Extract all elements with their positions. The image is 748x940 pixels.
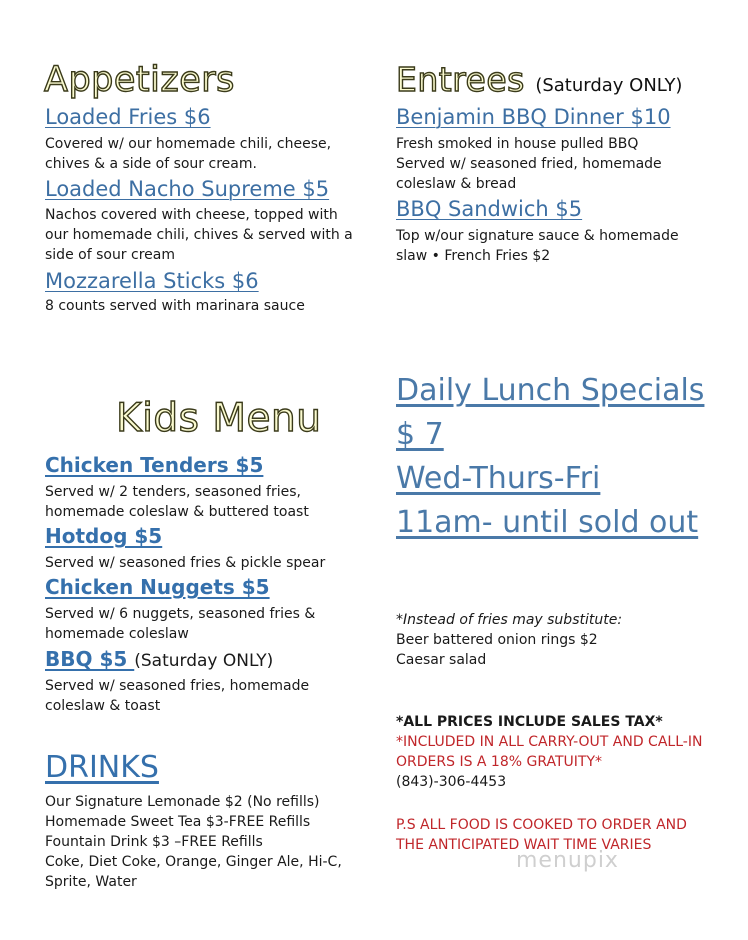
desc-line: Top w/our signature sauce & homemade (396, 228, 679, 244)
gratuity-notice-line2: ORDERS IS A 18% GRATUITY* (396, 754, 603, 770)
kids-title-chicken-nuggets: Chicken Nuggets $5 (45, 575, 270, 599)
entree-title-benjamin: Benjamin BBQ Dinner $10 (396, 105, 671, 129)
desc-line: coleslaw & toast (45, 698, 161, 714)
kids-bbq-saturday-note: (Saturday ONLY) (134, 651, 274, 671)
desc-line: Served w/ 6 nuggets, seasoned fries & (45, 606, 316, 622)
substitute-line: Beer battered onion rings $2 (396, 632, 598, 648)
notices-section (396, 712, 702, 792)
desc-line: Covered w/ our homemade chili, cheese, (45, 136, 332, 152)
tax-notice: *ALL PRICES INCLUDE SALES TAX* (396, 714, 663, 730)
entree-title-bbq-sandwich: BBQ Sandwich $5 (396, 197, 583, 221)
appetizer-title-mozzarella: Mozzarella Sticks $6 (45, 269, 259, 293)
cooked-notice-line2: THE ANTICIPATED WAIT TIME VARIES (396, 837, 652, 853)
kids-title-bbq-row (45, 647, 273, 671)
desc-line: Fresh smoked in house pulled BBQ (396, 136, 639, 152)
desc-line: chives & a side of sour cream. (45, 156, 257, 172)
kids-desc-chicken-nuggets (45, 604, 315, 644)
daily-lunch-specials (396, 369, 704, 545)
drink-line: Fountain Drink $3 –FREE Refills (45, 834, 263, 850)
appetizer-desc-nacho (45, 205, 353, 265)
desc-line: Served w/ seasoned fries, homemade (45, 678, 310, 694)
gratuity-notice-line1: *INCLUDED IN ALL CARRY-OUT AND CALL-IN (396, 734, 703, 750)
appetizer-title-nacho: Loaded Nacho Supreme $5 (45, 177, 330, 201)
appetizer-desc-loaded-fries (45, 134, 331, 174)
entree-desc-bbq-sandwich (396, 226, 679, 266)
specials-price: $ 7 (396, 417, 444, 452)
drink-line: Homemade Sweet Tea $3-FREE Refills (45, 814, 311, 830)
kids-title-hotdog: Hotdog $5 (45, 524, 163, 548)
desc-line: our homemade chili, chives & served with a (45, 227, 353, 243)
desc-line: homemade coleslaw & buttered toast (45, 504, 309, 520)
desc-line: Served w/ seasoned fried, homemade (396, 156, 662, 172)
kids-desc-chicken-tenders (45, 482, 309, 522)
kids-title-chicken-tenders: Chicken Tenders $5 (45, 453, 264, 477)
desc-line: Served w/ seasoned fries & pickle spear (45, 555, 326, 571)
desc-line: homemade coleslaw (45, 626, 189, 642)
kids-menu-heading: Kids Menu (116, 396, 322, 441)
substitute-line: Caesar salad (396, 652, 487, 668)
desc-line: coleslaw & bread (396, 176, 517, 192)
desc-line: 8 counts served with marinara sauce (45, 298, 305, 314)
drink-line: Coke, Diet Coke, Orange, Ginger Ale, Hi-C, (45, 854, 342, 870)
desc-line: Served w/ 2 tenders, seasoned fries, (45, 484, 301, 500)
menupix-watermark: menupix (516, 848, 619, 873)
drinks-list (45, 792, 342, 892)
appetizer-desc-mozzarella (45, 296, 305, 316)
substitute-heading: *Instead of fries may substitute: (396, 612, 623, 628)
cooked-notice-line1: P.S ALL FOOD IS COOKED TO ORDER AND (396, 817, 687, 833)
specials-hours: 11am- until sold out (396, 505, 699, 540)
phone-number: (843)-306-4453 (396, 774, 507, 790)
drinks-heading: DRINKS (45, 750, 159, 785)
kids-desc-hotdog (45, 553, 325, 573)
specials-days: Wed-Thurs-Fri (396, 461, 601, 496)
entrees-header (396, 60, 682, 99)
appetizer-title-loaded-fries: Loaded Fries $6 (45, 105, 211, 129)
kids-desc-bbq (45, 676, 309, 716)
desc-line: side of sour cream (45, 247, 175, 263)
drink-line: Our Signature Lemonade $2 (No refills) (45, 794, 320, 810)
drink-line: Sprite, Water (45, 874, 137, 890)
appetizers-heading: Appetizers (44, 60, 235, 100)
desc-line: slaw • French Fries $2 (396, 248, 551, 264)
desc-line: Nachos covered with cheese, topped with (45, 207, 338, 223)
kids-title-bbq: BBQ $5 (45, 647, 135, 671)
entree-desc-benjamin (396, 134, 662, 194)
entrees-saturday-note: (Saturday ONLY) (535, 75, 683, 96)
substitute-section (396, 610, 622, 670)
specials-title: Daily Lunch Specials (396, 373, 705, 408)
entrees-heading: Entrees (396, 60, 525, 99)
